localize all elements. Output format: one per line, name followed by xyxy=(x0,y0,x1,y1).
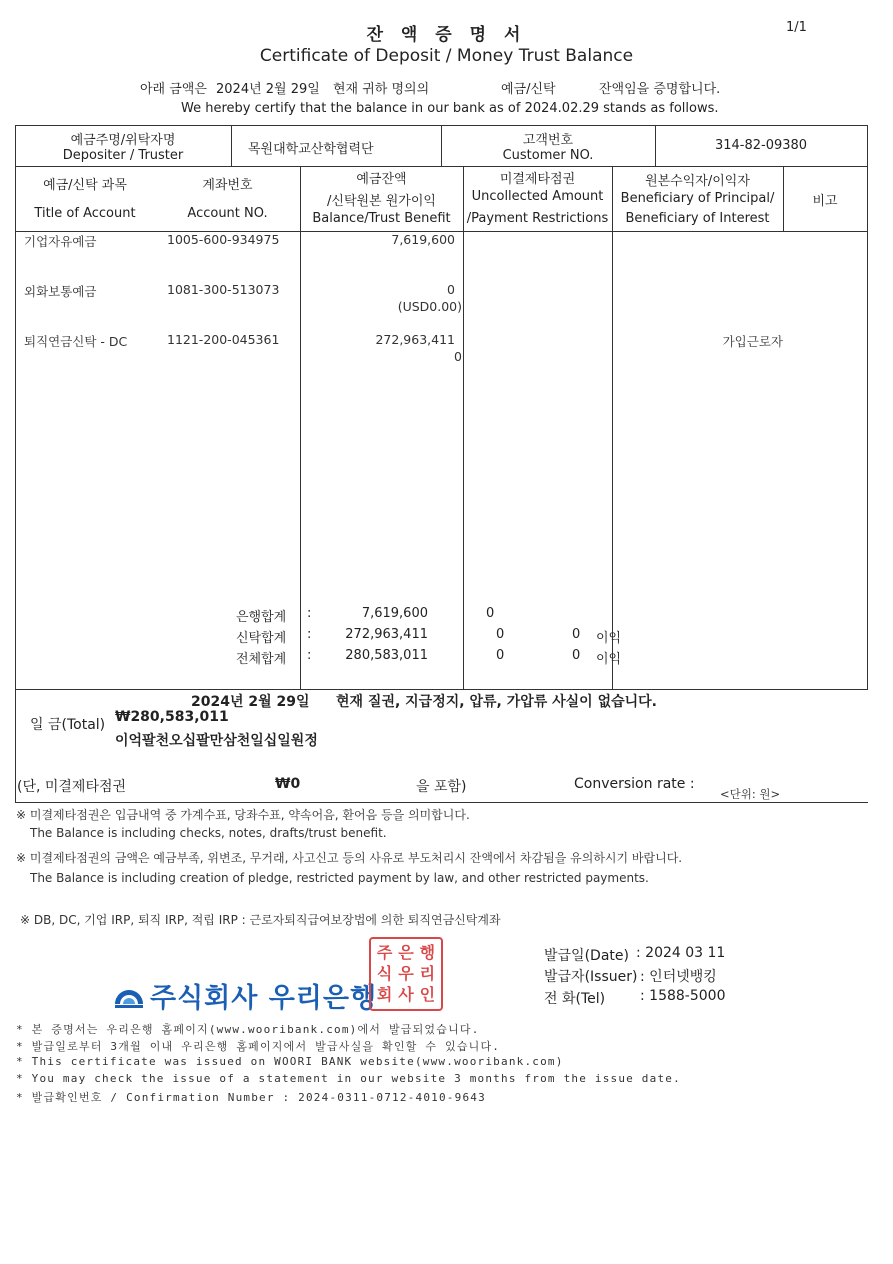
table-body-bottom xyxy=(15,689,868,690)
note-1-en: The Balance is including checks, notes, drafts/trust benefit. xyxy=(30,826,387,840)
account-number: 1005-600-934975 xyxy=(167,232,280,247)
col-balance-1: 예금잔액 xyxy=(356,172,407,187)
bank-name-logo: 주식회사 우리은행 xyxy=(150,983,378,1014)
uncollected-amount: ₩0 xyxy=(275,776,301,792)
total-label: 전체합계 xyxy=(236,652,287,667)
note-2-ko: ※ 미결제타점권의 금액은 예금부족, 위변조, 무거래, 사고신고 등의 사유로 부도처리시 잔액에서 차감됨을 유의하시기 바랍니다. xyxy=(16,851,683,865)
column-divider-2 xyxy=(463,166,464,690)
document-title-en: Certificate of Deposit / Money Trust Balance xyxy=(259,46,634,66)
total-amount: 280,583,011 xyxy=(345,648,428,663)
total-interest: 0 xyxy=(572,627,581,642)
total-uncollected: 0 xyxy=(496,627,505,642)
issuer-label: 발급자(Issuer) xyxy=(544,969,638,985)
total-amount: 272,963,411 xyxy=(345,627,428,642)
total-colon: : xyxy=(307,627,312,642)
footer-line-4: * You may check the issue of a statement in our website 3 months from the issue date. xyxy=(16,1072,681,1085)
table-left-border xyxy=(15,125,16,803)
table-bottom-border xyxy=(15,802,868,803)
footer-line-1: * 본 증명서는 우리은행 홈페이지(www.wooribank.com)에서 발급되었습니다. xyxy=(16,1023,480,1036)
col-uncollected-2: Uncollected Amount xyxy=(471,189,604,204)
note-2-en: The Balance is including creation of pledge, restricted payment by law, and other restricted payments. xyxy=(30,871,649,885)
account-beneficiary: 가입근로자 xyxy=(722,334,783,349)
total-amount: 7,619,600 xyxy=(361,606,428,621)
col-title-ko: 예금/신탁 과목 xyxy=(43,178,127,193)
statement-date: 2024년 2월 29일 xyxy=(191,694,310,710)
intro-ko-part3: 잔액임을 증명합니다. xyxy=(599,82,721,97)
total-amount: ₩280,583,011 xyxy=(115,709,229,725)
col-remarks: 비고 xyxy=(812,194,838,209)
account-title: 외화보통예금 xyxy=(24,284,97,299)
intro-ko-part1: 아래 금액은 xyxy=(140,82,207,97)
stamp-char: 우 xyxy=(398,963,414,983)
account-balance: 0 xyxy=(447,282,455,297)
total-interest-label: 이익 xyxy=(596,652,622,667)
depositor-label-en: Depositer / Truster xyxy=(62,148,184,163)
uncollected-suffix: 을 포함) xyxy=(416,779,467,795)
account-title: 기업자유예금 xyxy=(24,234,97,249)
stamp-char: 회 xyxy=(376,985,393,1005)
account-balance: 7,619,600 xyxy=(391,232,455,247)
depositor-label-ko: 예금주명/위탁자명 xyxy=(70,133,176,148)
footer-line-2: * 발급일로부터 3개월 이내 우리은행 홈페이지에서 발급사실을 확인할 수 있습니다. xyxy=(16,1040,501,1053)
total-uncollected: 0 xyxy=(496,648,505,663)
total-interest: 0 xyxy=(572,648,581,663)
account-balance-usd: (USD0.00) xyxy=(397,299,462,314)
col-beneficiary-2: Beneficiary of Principal/ xyxy=(620,191,775,206)
stamp-char: 리 xyxy=(419,963,436,983)
stamp-char: 은 xyxy=(398,942,414,962)
col-balance-3: Balance/Trust Benefit xyxy=(312,211,451,226)
intro-ko-kind: 예금/신탁 xyxy=(501,82,556,97)
customer-number: 314-82-09380 xyxy=(714,138,808,153)
intro-ko-date: 2024년 2월 29일 xyxy=(216,82,320,97)
tel-value: : 1588-5000 xyxy=(640,988,726,1004)
account-title: 퇴직연금신탁 - DC xyxy=(24,334,128,349)
issuer-value: : 인터넷뱅킹 xyxy=(640,969,717,985)
table-right-border xyxy=(867,125,868,690)
footer-line-5: * 발급확인번호 / Confirmation Number : 2024-0311-0712-4010-9643 xyxy=(16,1091,486,1104)
col-uncollected-1: 미결제타점권 xyxy=(499,172,576,187)
issue-date-label: 발급일(Date) xyxy=(544,948,629,964)
total-colon: : xyxy=(307,606,312,621)
total-colon: : xyxy=(307,648,312,663)
account-number: 1121-200-045361 xyxy=(167,332,280,347)
col-account-ko: 계좌번호 xyxy=(202,178,253,193)
total-label: 신탁합계 xyxy=(236,631,287,646)
col-balance-2: /신탁원본 원가이익 xyxy=(327,194,436,209)
depositor-name: 목원대학교산학협력단 xyxy=(248,142,374,157)
uncollected-prefix: (단, 미결제타점권 xyxy=(17,779,127,795)
intro-en: We hereby certify that the balance in our bank as of 2024.02.29 stands as follows. xyxy=(181,101,719,116)
customer-label-ko: 고객번호 xyxy=(522,133,574,148)
issue-date-value: : 2024 03 11 xyxy=(636,945,726,961)
stamp-char: 사 xyxy=(398,985,414,1005)
note-3-ko: ※ DB, DC, 기업 IRP, 퇴직 IRP, 적립 IRP : 근로자퇴직급여보장법에 의한 퇴직연금신탁계좌 xyxy=(20,913,501,927)
note-1-ko: ※ 미결제타점권은 입금내역 중 가계수표, 당좌수표, 약속어음, 환어음 등을 의미합니다. xyxy=(16,808,470,822)
stamp-char: 행 xyxy=(419,942,436,962)
header-divider-1 xyxy=(231,125,232,167)
intro-ko-part2: 현재 귀하 명의의 xyxy=(333,82,430,97)
statement-text: 현재 질권, 지급정지, 압류, 가압류 사실이 없습니다. xyxy=(336,694,657,710)
col-account-en: Account NO. xyxy=(187,206,268,221)
unit-label: <단위: 원> xyxy=(720,787,781,801)
total-uncollected: 0 xyxy=(486,606,495,621)
stamp-char: 주 xyxy=(376,942,393,962)
stamp-char: 인 xyxy=(419,985,436,1005)
total-label: 은행합계 xyxy=(236,610,287,625)
total-interest-label: 이익 xyxy=(596,631,622,646)
conversion-rate-label: Conversion rate : xyxy=(574,776,695,792)
customer-label-en: Customer NO. xyxy=(502,148,594,163)
account-balance: 272,963,411 xyxy=(375,332,455,347)
woori-bank-logo-icon xyxy=(113,982,145,1010)
total-amount-words: 이억팔천오십팔만삼천일십일원정 xyxy=(115,733,318,749)
col-beneficiary-1: 원본수익자/이익자 xyxy=(645,174,750,189)
stamp-char: 식 xyxy=(376,963,393,983)
col-beneficiary-3: Beneficiary of Interest xyxy=(625,211,770,226)
total-label: 일 금(Total) xyxy=(30,717,106,733)
document-title-ko: 잔 액 증 명 서 xyxy=(366,25,527,45)
account-number: 1081-300-513073 xyxy=(167,282,280,297)
column-divider-3 xyxy=(612,166,613,690)
tel-label: 전 화(Tel) xyxy=(544,991,606,1007)
footer-line-3: * This certificate was issued on WOORI BANK website(www.wooribank.com) xyxy=(16,1055,564,1068)
account-interest: 0 xyxy=(454,349,462,364)
bank-seal-stamp xyxy=(369,937,443,1011)
col-title-en: Title of Account xyxy=(34,206,136,221)
col-uncollected-3: /Payment Restrictions xyxy=(466,211,609,226)
page-number: 1/1 xyxy=(786,20,807,35)
